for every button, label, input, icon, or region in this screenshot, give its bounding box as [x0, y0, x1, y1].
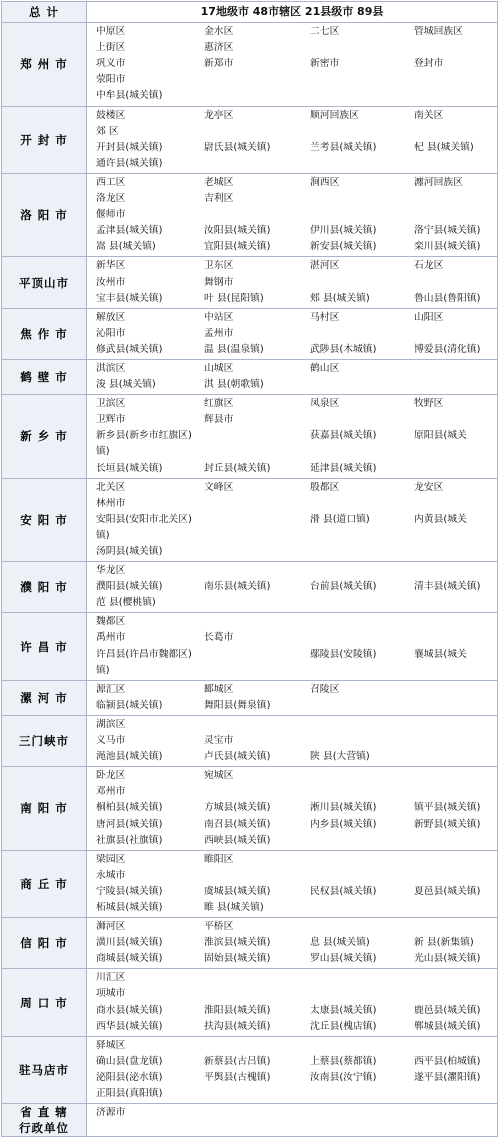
city-name: 三门峡市: [2, 715, 87, 766]
district-entry: 潢川县(城关镇): [96, 937, 163, 949]
district-entry: 镇): [96, 446, 110, 458]
district-entry: 中站区: [204, 311, 234, 323]
district-entry: 洛龙区: [96, 193, 126, 205]
district-entry: 文峰区: [204, 481, 234, 493]
district-line: [96, 544, 497, 560]
district-entry: 民权县(城关镇): [310, 885, 377, 897]
district-entry: 汝阳县(城关镇): [204, 225, 271, 237]
district-entry: 解放区: [96, 311, 126, 323]
district-list: [87, 359, 498, 394]
district-entry: 召陵区: [310, 683, 340, 695]
district-list: [87, 23, 498, 106]
city-name: 商 丘 市: [2, 850, 87, 917]
city-row: [2, 359, 498, 394]
city-name: 鹤 壁 市: [2, 359, 87, 394]
district-list: [87, 478, 498, 561]
district-line: 安阳县(安阳市北关区) 滑 县(道口镇) 内黄县(城关: [96, 512, 497, 528]
city-name: 漯 河 市: [2, 680, 87, 715]
district-entry: 鄢陵县(安陵镇): [310, 648, 377, 660]
district-line: 泌阳县(泌水镇) 平舆县(古槐镇) 汝南县(汝宁镇) 遂平县(灈阳镇): [96, 1070, 497, 1086]
city-row: [2, 257, 498, 308]
district-entry: 邓州市: [96, 786, 126, 798]
district-entry: 卫滨区: [96, 398, 126, 410]
city-row: [2, 680, 498, 715]
district-line: 许昌县(许昌市魏都区) 鄢陵县(安陵镇) 襄城县(城关: [96, 647, 497, 663]
district-entry: 武陟县(木城镇): [310, 343, 377, 355]
district-list: [87, 308, 498, 359]
district-entry: 卫东区: [204, 260, 234, 272]
summary-text: 17地级市 48市辖区 21县级市 89县: [87, 2, 498, 23]
district-entry: 吉利区: [204, 193, 234, 205]
division-table: [1, 1, 498, 1137]
district-entry: 鼓楼区: [96, 109, 126, 121]
district-line: [96, 1086, 497, 1102]
district-entry: 中牟县(城关镇): [96, 90, 163, 102]
district-entry: 宁陵县(城关镇): [96, 885, 163, 897]
district-entry: 社旗县(社旗镇): [96, 834, 163, 846]
district-line: 卫滨区 红旗区 凤泉区 牧野区: [96, 396, 497, 412]
district-entry: 济源市: [96, 1107, 126, 1119]
district-line: [96, 496, 497, 512]
district-entry: 林州市: [96, 497, 126, 509]
district-entry: 平舆县(古槐镇): [204, 1071, 271, 1083]
district-entry: 平桥区: [204, 921, 234, 933]
district-entry: 偃师市: [96, 209, 126, 221]
district-line: 商水县(城关镇) 淮阳县(城关镇) 太康县(城关镇) 鹿邑县(城关镇): [96, 1003, 497, 1019]
district-line: 濮阳县(城关镇) 南乐县(城关镇) 台前县(城关镇) 清丰县(城关镇): [96, 579, 497, 595]
district-list: [87, 173, 498, 256]
city-name: 开 封 市: [2, 106, 87, 173]
district-list: [87, 767, 498, 850]
city-name: 南 阳 市: [2, 767, 87, 850]
division-table-body: [2, 2, 498, 1137]
summary-row: [2, 2, 498, 23]
district-entry: 宜阳县(城关镇): [204, 241, 271, 253]
district-entry: 虞城县(城关镇): [204, 885, 271, 897]
district-line: 新乡县(新乡市红旗区) 获嘉县(城关镇) 原阳县(城关: [96, 428, 497, 444]
district-entry: 淮滨县(城关镇): [204, 937, 271, 949]
district-entry: 方城县(城关镇): [204, 802, 271, 814]
city-row: [2, 562, 498, 613]
district-entry: 华龙区: [96, 565, 126, 577]
district-entry: 西华县(城关镇): [96, 1020, 163, 1032]
district-entry: 梁园区: [96, 853, 126, 865]
district-entry: 西工区: [96, 176, 126, 188]
district-list: [87, 395, 498, 478]
district-line: 巩义市 新郑市 新密市 登封市: [96, 56, 497, 72]
city-row: [2, 308, 498, 359]
district-entry: 镇): [96, 664, 110, 676]
district-line: [96, 72, 497, 88]
district-entry: 孟州市: [204, 327, 234, 339]
district-line: [96, 191, 497, 207]
district-entry: 殷都区: [310, 481, 340, 493]
district-entry: 中原区: [96, 26, 126, 38]
district-entry: 卧龙区: [96, 770, 126, 782]
district-entry: 正阳县(真阳镇): [96, 1088, 163, 1099]
district-entry: 濮阳县(城关镇): [96, 581, 163, 593]
city-row: [2, 1036, 498, 1103]
city-name: 驻马店市: [2, 1036, 87, 1103]
district-entry: 尉氏县(城关镇): [204, 141, 271, 153]
district-line: [96, 377, 497, 393]
district-entry: 禹州市: [96, 632, 126, 644]
city-name: 新 乡 市: [2, 395, 87, 478]
district-list: [87, 918, 498, 969]
district-line: 唐河县(城关镇) 南召县(城关镇) 内乡县(城关镇) 新野县(城关镇): [96, 817, 497, 833]
district-entry: 宝丰县(城关镇): [96, 292, 163, 304]
district-entry: 确山县(盘龙镇): [96, 1055, 163, 1067]
district-entry: 淇滨区: [96, 362, 126, 374]
district-entry: 伊川县(城关镇): [310, 225, 377, 237]
district-entry: 郏 县(城关镇): [310, 292, 370, 304]
district-entry: 封丘县(城关镇): [204, 462, 271, 474]
district-entry: 渑池县(城关镇): [96, 751, 163, 763]
district-entry: 源汇区: [96, 683, 126, 695]
city-name: 安 阳 市: [2, 478, 87, 561]
district-entry: 长葛市: [204, 632, 234, 644]
city-row: [2, 613, 498, 680]
district-line: 商城县(城关镇) 固始县(城关镇) 罗山县(城关镇) 光山县(城关镇): [96, 951, 497, 967]
district-entry: 郊 区: [96, 125, 119, 137]
district-line: 鼓楼区 龙亭区 顺河回族区 南关区: [96, 108, 497, 124]
district-line: [96, 124, 497, 140]
district-entry: 西峡县(城关镇): [204, 834, 271, 846]
district-entry: 马村区: [310, 311, 340, 323]
district-line: [96, 528, 497, 544]
district-entry: 范 县(樱桃镇): [96, 597, 156, 609]
city-row: [2, 1104, 498, 1137]
district-entry: 罗山县(城关镇): [310, 953, 377, 965]
district-line: 宁陵县(城关镇) 虞城县(城关镇) 民权县(城关镇) 夏邑县(城关镇): [96, 884, 497, 900]
district-entry: 淅川县(城关镇): [310, 802, 377, 814]
city-name: 许 昌 市: [2, 613, 87, 680]
district-entry: 龙亭区: [204, 109, 234, 121]
district-entry: 淮阳县(城关镇): [204, 1004, 271, 1016]
district-line: [96, 461, 497, 477]
city-name: 省 直 辖 行政单位: [2, 1104, 87, 1137]
district-line: 修武县(城关镇) 温 县(温泉镇) 武陟县(木城镇) 博爱县(清化镇): [96, 342, 497, 358]
district-entry: 兰考县(城关镇): [310, 141, 377, 153]
district-entry: 郾城区: [204, 683, 234, 695]
district-entry: 惠济区: [204, 42, 234, 54]
district-entry: 凤泉区: [310, 398, 340, 410]
district-entry: 内乡县(城关镇): [310, 818, 377, 830]
district-list: [87, 1104, 498, 1137]
district-line: [96, 868, 497, 884]
district-entry: 老城区: [204, 176, 234, 188]
district-entry: 台前县(城关镇): [310, 581, 377, 593]
city-row: [2, 23, 498, 106]
district-list: [87, 715, 498, 766]
district-entry: 嵩 县(城关镇): [96, 241, 156, 253]
district-line: [96, 833, 497, 849]
district-entry: 永城市: [96, 869, 126, 881]
district-line: [96, 733, 497, 749]
district-entry: 北关区: [96, 481, 126, 493]
district-entry: 南乐县(城关镇): [204, 581, 271, 593]
district-entry: 睢 县(城关镇): [204, 901, 264, 913]
district-entry: 开封县(城关镇): [96, 141, 163, 153]
district-line: [96, 614, 497, 630]
district-line: [96, 156, 497, 172]
district-entry: 柘城县(城关镇): [96, 901, 163, 913]
district-entry: 湖滨区: [96, 718, 126, 730]
district-line: 西工区 老城区 涧西区 瀍河回族区: [96, 175, 497, 191]
district-line: [96, 784, 497, 800]
district-entry: 红旗区: [204, 398, 234, 410]
district-list: [87, 969, 498, 1036]
city-row: [2, 969, 498, 1036]
district-line: 中原区 金水区 二七区 管城回族区: [96, 24, 497, 40]
city-name: 周 口 市: [2, 969, 87, 1036]
district-line: 新华区 卫东区 湛河区 石龙区: [96, 258, 497, 274]
district-entry: 泌阳县(泌水镇): [96, 1071, 163, 1083]
district-entry: 沁阳市: [96, 327, 126, 339]
district-line: [96, 919, 497, 935]
district-line: [96, 1105, 497, 1121]
district-line: [96, 412, 497, 428]
district-entry: 顺河回族区: [310, 109, 359, 121]
district-entry: 新郑市: [204, 58, 234, 70]
district-entry: 新华区: [96, 260, 126, 272]
district-entry: 上街区: [96, 42, 126, 54]
district-entry: 通许县(城关镇): [96, 157, 163, 169]
district-line: [96, 852, 497, 868]
city-name: 洛 阳 市: [2, 173, 87, 256]
district-entry: 息 县(城关镇): [310, 937, 370, 949]
district-line: [96, 275, 497, 291]
city-name: 平顶山市: [2, 257, 87, 308]
district-entry: 卢氏县(城关镇): [204, 751, 271, 763]
district-list: [87, 850, 498, 917]
district-entry: 巩义市: [96, 58, 126, 70]
district-entry: 滑 县(道口镇): [310, 513, 370, 525]
district-entry: 陕 县(大营镇): [310, 751, 370, 763]
district-entry: 舞阳县(舞泉镇): [204, 699, 271, 711]
district-line: [96, 207, 497, 223]
district-list: [87, 680, 498, 715]
district-entry: 湛河区: [310, 260, 340, 272]
district-list: [87, 1036, 498, 1103]
city-row: [2, 106, 498, 173]
district-line: [96, 970, 497, 986]
district-entry: 山城区: [204, 362, 234, 374]
city-row: [2, 715, 498, 766]
district-entry: 修武县(城关镇): [96, 343, 163, 355]
city-row: [2, 850, 498, 917]
district-entry: 温 县(温泉镇): [204, 343, 264, 355]
district-entry: 沈丘县(槐店镇): [310, 1020, 377, 1032]
district-line: 桐柏县(城关镇) 方城县(城关镇) 淅川县(城关镇) 镇平县(城关镇): [96, 800, 497, 816]
district-entry: 商城县(城关镇): [96, 953, 163, 965]
district-entry: 太康县(城关镇): [310, 1004, 377, 1016]
district-entry: 固始县(城关镇): [204, 953, 271, 965]
city-row: [2, 395, 498, 478]
district-entry: 金水区: [204, 26, 234, 38]
district-entry: 魏都区: [96, 616, 126, 628]
city-name: 信 阳 市: [2, 918, 87, 969]
district-entry: 上蔡县(蔡都镇): [310, 1055, 377, 1067]
district-line: [96, 40, 497, 56]
district-line: [96, 361, 497, 377]
district-line: 确山县(盘龙镇) 新蔡县(古吕镇) 上蔡县(蔡都镇) 西平县(柏城镇): [96, 1054, 497, 1070]
city-name: 焦 作 市: [2, 308, 87, 359]
city-row: [2, 478, 498, 561]
district-entry: 浉河区: [96, 921, 126, 933]
district-line: [96, 986, 497, 1002]
district-entry: 睢阳区: [204, 853, 234, 865]
district-entry: 扶沟县(城关镇): [204, 1020, 271, 1032]
district-line: 西华县(城关镇) 扶沟县(城关镇) 沈丘县(槐店镇) 郸城县(城关镇): [96, 1019, 497, 1035]
district-line: [96, 717, 497, 733]
district-line: 北关区 文峰区 殷都区 龙安区: [96, 480, 497, 496]
district-entry: 义马市: [96, 735, 126, 747]
district-line: [96, 630, 497, 646]
district-list: [87, 562, 498, 613]
district-entry: 汝州市: [96, 276, 126, 288]
district-line: 孟津县(城关镇) 汝阳县(城关镇) 伊川县(城关镇) 洛宁县(城关镇): [96, 223, 497, 239]
district-entry: 鹤山区: [310, 362, 340, 374]
district-entry: 灵宝市: [204, 735, 234, 747]
district-entry: 唐河县(城关镇): [96, 818, 163, 830]
district-entry: 宛城区: [204, 770, 234, 782]
district-line: [96, 698, 497, 714]
city-row: [2, 918, 498, 969]
district-entry: 汤阴县(城关镇): [96, 546, 163, 557]
district-entry: 叶 县(昆阳镇): [204, 292, 264, 304]
district-line: [96, 682, 497, 698]
district-entry: 镇): [96, 529, 110, 541]
city-row: [2, 173, 498, 256]
district-entry: 项城市: [96, 988, 126, 1000]
district-entry: 淇 县(朝歌镇): [204, 379, 264, 391]
district-entry: 舞钢市: [204, 276, 234, 288]
district-line: [96, 563, 497, 579]
district-line: [96, 663, 497, 679]
summary-label: 总 计: [2, 2, 87, 23]
district-entry: 南召县(城关镇): [204, 818, 271, 830]
district-entry: 临颍县(城关镇): [96, 699, 163, 711]
district-entry: 长垣县(城关镇): [96, 462, 163, 474]
district-line: 开封县(城关镇) 尉氏县(城关镇) 兰考县(城关镇) 杞 县(城关镇): [96, 140, 497, 156]
district-line: [96, 444, 497, 460]
district-line: [96, 900, 497, 916]
district-line: [96, 595, 497, 611]
district-line: [96, 326, 497, 342]
district-line: 潢川县(城关镇) 淮滨县(城关镇) 息 县(城关镇) 新 县(新集镇): [96, 935, 497, 951]
district-entry: 浚 县(城关镇): [96, 379, 156, 391]
district-list: [87, 257, 498, 308]
district-line: 解放区 中站区 马村区 山阳区: [96, 310, 497, 326]
district-entry: 涧西区: [310, 176, 340, 188]
district-entry: 汝南县(汝宁镇): [310, 1071, 377, 1083]
city-row: [2, 767, 498, 850]
district-line: 嵩 县(城关镇) 宜阳县(城关镇) 新安县(城关镇) 栾川县(城关镇): [96, 239, 497, 255]
district-entry: 商水县(城关镇): [96, 1004, 163, 1016]
district-entry: 获嘉县(城关镇): [310, 430, 377, 442]
district-entry: 卫辉市: [96, 414, 126, 426]
district-line: [96, 749, 497, 765]
district-line: [96, 768, 497, 784]
district-entry: 安阳县(安阳市北关区): [96, 513, 192, 525]
district-entry: 延津县(城关镇): [310, 462, 377, 474]
city-name: 濮 阳 市: [2, 562, 87, 613]
city-name: 郑 州 市: [2, 23, 87, 106]
district-entry: 桐柏县(城关镇): [96, 802, 163, 814]
district-line: 宝丰县(城关镇) 叶 县(昆阳镇) 郏 县(城关镇) 鲁山县(鲁阳镇): [96, 291, 497, 307]
district-entry: 许昌县(许昌市魏都区): [96, 648, 192, 660]
district-entry: 新安县(城关镇): [310, 241, 377, 253]
district-entry: 二七区: [310, 26, 340, 38]
district-line: [96, 1038, 497, 1054]
district-entry: 新蔡县(古吕镇): [204, 1055, 271, 1067]
district-entry: 辉县市: [204, 414, 234, 426]
district-entry: 新乡县(新乡市红旗区): [96, 430, 192, 442]
district-line: [96, 88, 497, 104]
district-entry: 驿城区: [96, 1039, 126, 1051]
district-list: [87, 106, 498, 173]
district-list: [87, 613, 498, 680]
district-entry: 孟津县(城关镇): [96, 225, 163, 237]
district-entry: 荥阳市: [96, 74, 126, 86]
district-entry: 川汇区: [96, 972, 126, 984]
district-entry: 新密市: [310, 58, 340, 70]
